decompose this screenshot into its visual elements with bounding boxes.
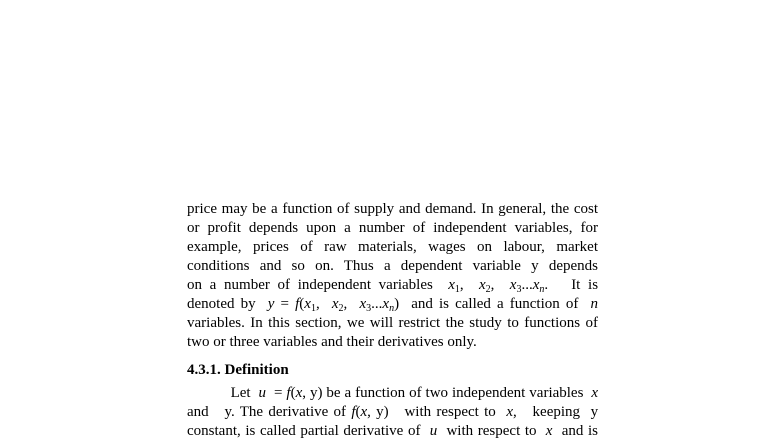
- text-line: conditions and so on. Thus a dependent variable y depends: [187, 258, 598, 274]
- text-fragment: denoted by: [187, 296, 256, 312]
- variable-x: x: [591, 385, 599, 401]
- text-line: Let u = f(x, y) be a function of two independent variables x: [230, 385, 599, 401]
- text-line: variables. In this section, we will restrict the study to functions of: [187, 315, 598, 331]
- variable-y: y: [590, 404, 599, 420]
- text-line: two or three variables and their derivatives only.: [187, 334, 477, 350]
- paragraph-intro: [187, 200, 598, 352]
- paragraph-definition: [187, 384, 598, 441]
- text-line: and y. The derivative of f(x, y) with respect to x, keeping y: [187, 404, 599, 420]
- text-line: on a number of independent variables $x_1$, $x_2$, $x_3...x_n$. It is: [187, 277, 599, 295]
- text-fragment: Let: [230, 385, 251, 401]
- text-line: price may be a function of supply and demand. In general, the cost: [187, 201, 598, 217]
- text-fragment: and is: [561, 423, 598, 439]
- text-fragment: keeping: [532, 404, 581, 420]
- text-fragment: constant, is called partial derivative of: [187, 423, 421, 439]
- text-fragment: with respect to: [404, 404, 496, 420]
- text-line: example, prices of raw materials, wages on labour, market: [187, 239, 598, 255]
- variable-u: u: [429, 423, 438, 439]
- text-fragment: with respect to: [446, 423, 537, 439]
- text-fragment: It is: [571, 277, 599, 293]
- text-line: or profit depends upon a number of independent variables, for: [187, 220, 598, 236]
- variable-n: n: [590, 296, 599, 312]
- section-heading: 4.3.1. Definition: [187, 362, 289, 378]
- text-line: constant, is called partial derivative of u with respect to x and is: [187, 423, 598, 439]
- text-line: denoted by $y = f(x_1$, $x_2$, $x_3...x_n$) and is called a function of n: [187, 296, 599, 314]
- text-fragment: and is called a function of: [411, 296, 579, 312]
- text-fragment: and: [187, 404, 209, 420]
- text-fragment: be a function of two independent variables: [326, 385, 584, 401]
- text-fragment: y. The derivative of: [224, 404, 347, 420]
- text-fragment: on a number of independent variables: [187, 277, 433, 293]
